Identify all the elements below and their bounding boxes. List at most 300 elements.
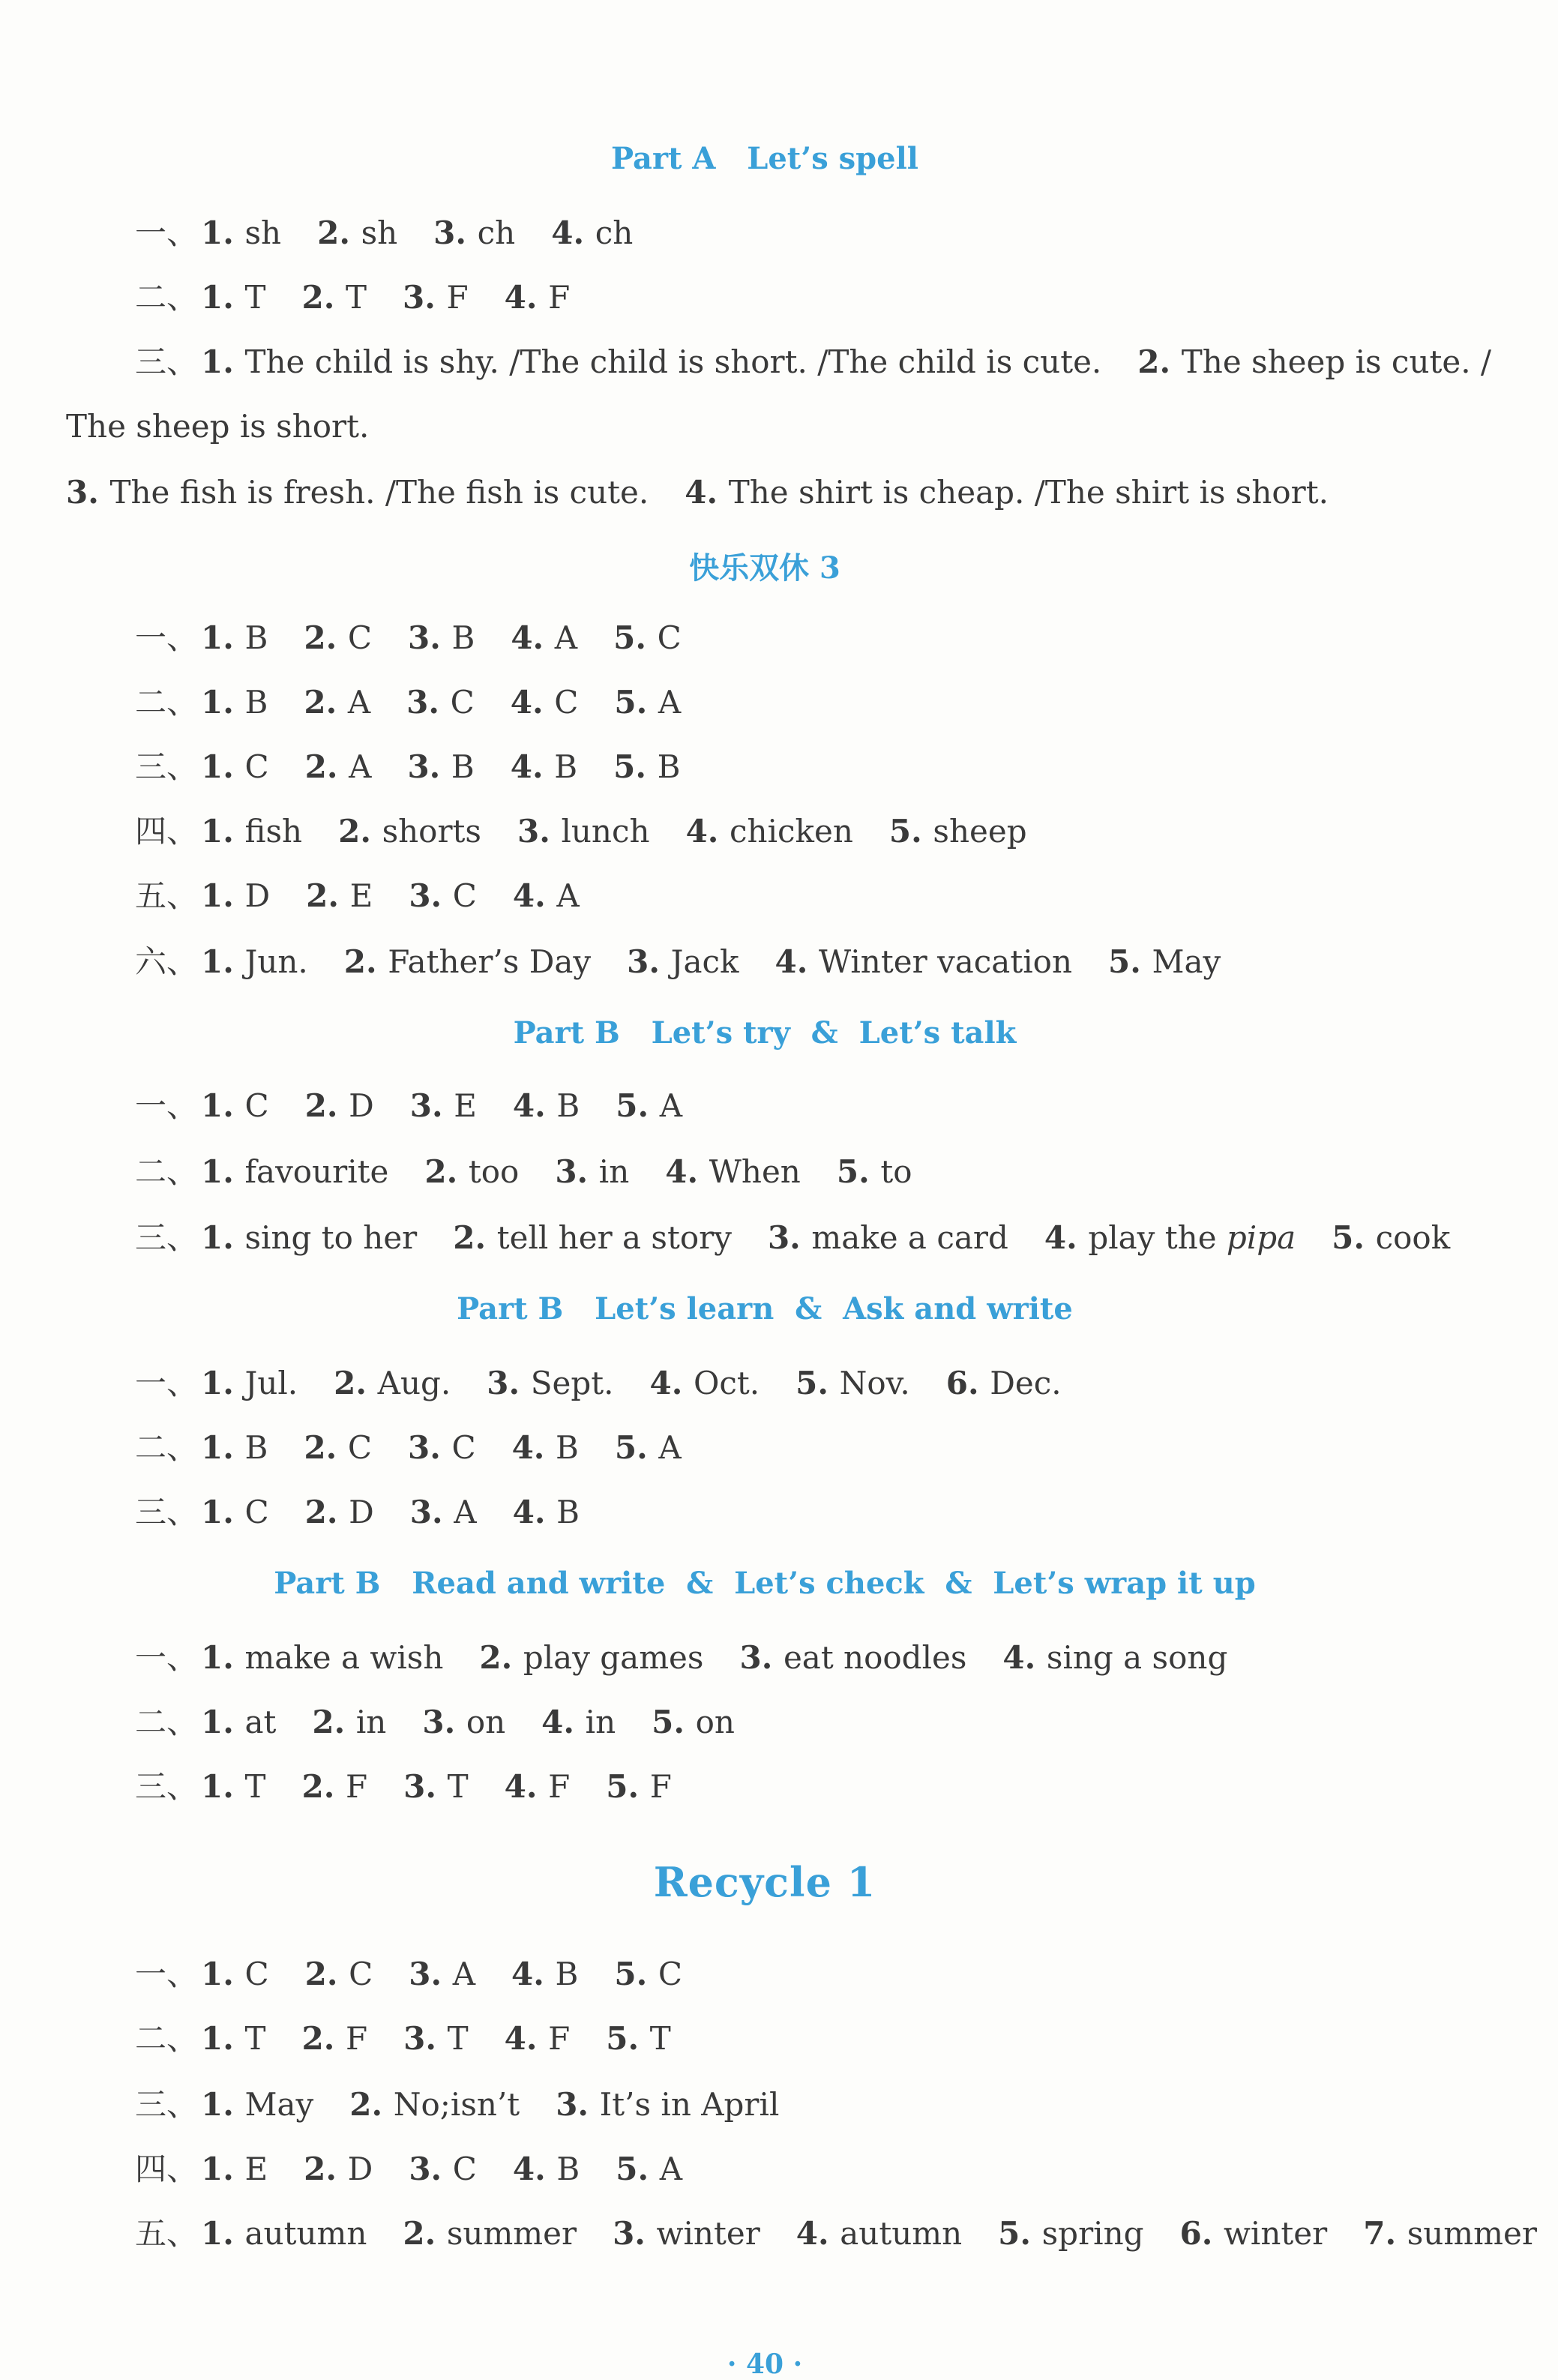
item-number: 2. bbox=[304, 1494, 349, 1530]
question-number: 四、 bbox=[135, 813, 199, 850]
item-number: 2. bbox=[304, 1087, 349, 1124]
answer-item bbox=[304, 684, 370, 721]
item-number: 5. bbox=[613, 748, 658, 785]
item-number: 4. bbox=[512, 2151, 557, 2187]
question-number: 五、 bbox=[135, 877, 199, 914]
answer-text: Aug. bbox=[377, 1365, 451, 1401]
section-heading-part-b-read-and-write: Part B Read and write & Let’s check & Let’s wrap it up bbox=[274, 1566, 1256, 1601]
answer-text: T bbox=[345, 279, 367, 316]
section-heading-happy-weekend-3: 快乐双休 3 bbox=[689, 550, 840, 586]
answer-item bbox=[408, 619, 475, 656]
answer-text: B bbox=[244, 1429, 268, 1466]
answer-text: T bbox=[244, 1768, 266, 1805]
answer-text: E bbox=[454, 1087, 477, 1124]
item-number: 3. bbox=[409, 1087, 454, 1124]
answer-text: C bbox=[244, 1087, 269, 1124]
answer-item bbox=[201, 1956, 269, 1992]
answer-item bbox=[1108, 943, 1221, 980]
answer-item bbox=[302, 2020, 368, 2057]
item-number: 3. bbox=[739, 1639, 783, 1676]
answer-item bbox=[686, 813, 853, 850]
item-number: 2. bbox=[304, 1956, 349, 1992]
answer-item bbox=[201, 1768, 265, 1805]
answer-item bbox=[305, 1494, 374, 1530]
answer-text: A bbox=[554, 619, 578, 656]
question-number: 二、 bbox=[135, 1704, 199, 1740]
answer-text: C bbox=[451, 1429, 476, 1466]
answer-text: D bbox=[347, 2151, 373, 2187]
answer-item bbox=[775, 943, 1072, 980]
item-number: 4. bbox=[685, 474, 729, 511]
answer-line bbox=[66, 408, 370, 445]
answer-text: May bbox=[1152, 943, 1221, 980]
answer-line bbox=[135, 1429, 682, 1466]
answer-item bbox=[479, 1639, 703, 1676]
question-number: 四、 bbox=[135, 2151, 199, 2187]
question-number: 二、 bbox=[135, 2020, 199, 2057]
item-number: 4. bbox=[510, 684, 555, 721]
answer-item bbox=[613, 748, 680, 785]
item-number: 6. bbox=[1179, 2215, 1224, 2252]
answer-item bbox=[344, 943, 591, 980]
item-number: 2. bbox=[317, 214, 361, 251]
answer-item bbox=[513, 1494, 580, 1530]
answer-text: A bbox=[454, 1494, 477, 1530]
answer-item bbox=[338, 813, 481, 850]
item-number: 2. bbox=[349, 2086, 394, 2123]
answer-text: make a wish bbox=[244, 1639, 444, 1676]
answer-line bbox=[135, 1219, 1451, 1256]
answer-item bbox=[201, 1219, 417, 1256]
answer-item bbox=[1180, 2215, 1328, 2252]
answer-text: C bbox=[347, 619, 372, 656]
item-number: 4. bbox=[551, 214, 595, 251]
answer-text: B bbox=[556, 2151, 580, 2187]
item-number: 3. bbox=[422, 1704, 466, 1740]
answer-text: B bbox=[244, 619, 268, 656]
answer-text: F bbox=[548, 1768, 571, 1805]
answer-item bbox=[403, 1768, 468, 1805]
answer-line bbox=[135, 1494, 580, 1530]
answer-item bbox=[768, 1219, 1008, 1256]
answer-item bbox=[305, 1087, 374, 1124]
answer-item bbox=[1332, 1219, 1450, 1256]
item-number: 2. bbox=[453, 1219, 497, 1256]
answer-item bbox=[511, 684, 579, 721]
answer-item bbox=[946, 1365, 1062, 1401]
answer-item bbox=[403, 2215, 577, 2252]
answer-text: T bbox=[244, 279, 266, 316]
answer-item bbox=[613, 2215, 760, 2252]
answer-text: C bbox=[347, 1429, 372, 1466]
answer-item bbox=[201, 1365, 298, 1401]
answer-text: winter bbox=[656, 2215, 760, 2252]
item-number: 5. bbox=[795, 1365, 840, 1401]
answer-item bbox=[403, 2020, 468, 2057]
answer-line bbox=[135, 877, 580, 914]
answer-text: D bbox=[349, 1087, 374, 1124]
item-number: 5. bbox=[614, 1429, 659, 1466]
answer-text: T bbox=[447, 1768, 469, 1805]
item-number: 4. bbox=[510, 748, 555, 785]
answer-item bbox=[551, 214, 633, 251]
answer-text: tell her a story bbox=[496, 1219, 732, 1256]
item-number: 3. bbox=[409, 1956, 453, 1992]
answer-line bbox=[135, 813, 1027, 850]
question-number: 二、 bbox=[135, 684, 199, 721]
item-number: 2. bbox=[304, 2151, 348, 2187]
answer-text: make a card bbox=[811, 1219, 1008, 1256]
item-number: 4. bbox=[511, 1429, 556, 1466]
answer-text: A bbox=[349, 748, 372, 785]
answer-text: C bbox=[658, 1956, 682, 1992]
page-number: · 40 · bbox=[727, 2349, 803, 2380]
answer-line bbox=[135, 1639, 1228, 1676]
answer-text: on bbox=[695, 1704, 735, 1740]
section-heading-part-a-lets-spell: Part A Let’s spell bbox=[611, 141, 918, 176]
answer-item bbox=[615, 1429, 682, 1466]
answer-text: C bbox=[244, 1494, 269, 1530]
item-number: 2. bbox=[304, 684, 348, 721]
answer-text: The fish is fresh. /The fish is cute. bbox=[109, 474, 649, 511]
answer-item bbox=[889, 813, 1027, 850]
item-number: 1. bbox=[201, 1087, 245, 1124]
answer-text: Sept. bbox=[530, 1365, 614, 1401]
answer-text: spring bbox=[1041, 2215, 1144, 2252]
answer-text: No;isn’t bbox=[393, 2086, 520, 2123]
answer-text: C bbox=[554, 684, 579, 721]
item-number: 5. bbox=[998, 2215, 1042, 2252]
item-number: 2. bbox=[479, 1639, 523, 1676]
answer-item bbox=[201, 1494, 269, 1530]
answer-text: B bbox=[556, 1087, 580, 1124]
item-number: 1. bbox=[201, 1639, 245, 1676]
answer-line bbox=[135, 748, 681, 785]
item-number: 7. bbox=[1363, 2215, 1407, 2252]
answer-item bbox=[606, 2020, 670, 2057]
answer-item bbox=[409, 2151, 477, 2187]
answer-item bbox=[66, 474, 649, 511]
answer-item bbox=[201, 813, 302, 850]
answer-item bbox=[616, 2151, 682, 2187]
question-number: 三、 bbox=[135, 1494, 199, 1530]
item-number: 2. bbox=[334, 1365, 378, 1401]
answer-item bbox=[513, 1087, 580, 1124]
question-number: 二、 bbox=[135, 1153, 199, 1190]
item-number: 4. bbox=[1044, 1219, 1089, 1256]
answer-line bbox=[135, 943, 1221, 980]
question-number: 五、 bbox=[135, 2215, 199, 2252]
answer-text: A bbox=[658, 1429, 682, 1466]
answer-text: The shirt is cheap. /The shirt is short. bbox=[728, 474, 1329, 511]
answer-text: sheep bbox=[933, 813, 1027, 850]
question-number: 一、 bbox=[135, 1365, 199, 1401]
answer-item bbox=[201, 2151, 268, 2187]
answer-item bbox=[410, 1494, 477, 1530]
answer-text: D bbox=[349, 1494, 374, 1530]
answer-text: winter bbox=[1223, 2215, 1328, 2252]
answer-item bbox=[424, 1153, 519, 1190]
answer-item bbox=[795, 1365, 910, 1401]
item-number: 2. bbox=[301, 279, 346, 316]
item-number: 3. bbox=[556, 2086, 600, 2123]
answer-text: C bbox=[657, 619, 682, 656]
question-number: 一、 bbox=[135, 1087, 199, 1124]
item-number: 4. bbox=[504, 279, 549, 316]
item-number: 5. bbox=[888, 813, 933, 850]
answer-item bbox=[453, 1219, 732, 1256]
item-number: 1. bbox=[201, 2151, 245, 2187]
answer-item bbox=[649, 1365, 760, 1401]
answer-item bbox=[66, 408, 369, 445]
answer-line bbox=[135, 2151, 683, 2187]
answer-item bbox=[606, 1768, 672, 1805]
answer-text: cook bbox=[1375, 1219, 1451, 1256]
answer-item bbox=[201, 2215, 367, 2252]
answer-text: ch bbox=[477, 214, 516, 251]
answer-item bbox=[517, 813, 650, 850]
answer-text: F bbox=[345, 2020, 368, 2057]
answer-text: B bbox=[555, 1956, 579, 1992]
answer-text: chicken bbox=[730, 813, 853, 850]
answer-text: A bbox=[659, 1087, 683, 1124]
answer-item bbox=[201, 2086, 313, 2123]
question-number: 一、 bbox=[135, 214, 199, 251]
answer-line bbox=[135, 2086, 780, 2123]
answer-text: sh bbox=[361, 214, 398, 251]
answer-item bbox=[406, 684, 475, 721]
answer-line bbox=[135, 1365, 1062, 1401]
answer-item bbox=[512, 1429, 579, 1466]
item-number: 1. bbox=[201, 214, 245, 251]
item-number: 1. bbox=[201, 619, 245, 656]
item-number: 1. bbox=[201, 877, 245, 914]
answer-text: B bbox=[556, 1494, 580, 1530]
question-number: 一、 bbox=[135, 1956, 199, 1992]
answer-text: E bbox=[349, 877, 373, 914]
answer-text: summer bbox=[446, 2215, 577, 2252]
answer-item bbox=[201, 684, 268, 721]
item-number: 3. bbox=[409, 1494, 454, 1530]
item-number: 4. bbox=[504, 2020, 549, 2057]
answer-item bbox=[304, 2151, 373, 2187]
question-number: 六、 bbox=[135, 943, 199, 980]
item-number: 2. bbox=[338, 813, 382, 850]
answer-item bbox=[410, 1087, 477, 1124]
answer-text: B bbox=[556, 1429, 579, 1466]
answer-item bbox=[541, 1704, 616, 1740]
answer-item bbox=[796, 2215, 962, 2252]
item-number: 3. bbox=[403, 2020, 448, 2057]
answer-line bbox=[135, 619, 682, 656]
answer-text: B bbox=[451, 748, 475, 785]
item-number: 2. bbox=[343, 943, 388, 980]
answer-text: ch bbox=[595, 214, 634, 251]
item-number: 2. bbox=[304, 619, 348, 656]
answer-line bbox=[135, 1087, 683, 1124]
item-number: 5. bbox=[614, 684, 658, 721]
answer-text: to bbox=[880, 1153, 912, 1190]
item-number: 5. bbox=[606, 1768, 650, 1805]
answer-item bbox=[201, 1153, 388, 1190]
answer-item bbox=[409, 1956, 475, 1992]
answer-item bbox=[201, 279, 265, 316]
answer-text: B bbox=[244, 684, 268, 721]
answer-text: F bbox=[649, 1768, 672, 1805]
answer-text: Father’s Day bbox=[388, 943, 592, 980]
answer-item bbox=[201, 1087, 269, 1124]
answer-text: F bbox=[345, 1768, 368, 1805]
section-heading-part-b-lets-try-talk: Part B Let’s try & Let’s talk bbox=[513, 1015, 1017, 1051]
answer-item bbox=[837, 1153, 912, 1190]
answer-text: C bbox=[244, 1956, 269, 1992]
item-number: 4. bbox=[512, 877, 557, 914]
answer-text: Nov. bbox=[839, 1365, 910, 1401]
item-number: 1. bbox=[201, 2020, 245, 2057]
answer-item bbox=[511, 748, 577, 785]
answer-text: sh bbox=[244, 214, 282, 251]
answer-item bbox=[614, 684, 681, 721]
answer-item bbox=[685, 474, 1329, 511]
item-number: 1. bbox=[201, 343, 245, 380]
answer-item bbox=[403, 279, 469, 316]
item-number: 3. bbox=[487, 1365, 531, 1401]
answer-text: C bbox=[452, 877, 477, 914]
question-number: 一、 bbox=[135, 1639, 199, 1676]
answer-item bbox=[304, 1429, 372, 1466]
answer-text: Dec. bbox=[990, 1365, 1062, 1401]
answer-item bbox=[201, 1704, 276, 1740]
answer-text: Winter vacation bbox=[818, 943, 1072, 980]
answer-text: When bbox=[709, 1153, 801, 1190]
section-heading-part-b-lets-learn: Part B Let’s learn & Ask and write bbox=[457, 1291, 1073, 1326]
answer-item bbox=[409, 877, 477, 914]
answer-text: F bbox=[548, 2020, 571, 2057]
answer-item bbox=[505, 1768, 571, 1805]
item-number: 3. bbox=[409, 2151, 453, 2187]
item-number: 3. bbox=[407, 619, 452, 656]
item-number: 4. bbox=[511, 1956, 556, 1992]
answer-item bbox=[513, 877, 580, 914]
answer-text: in bbox=[598, 1153, 630, 1190]
item-number: 1. bbox=[201, 813, 245, 850]
answer-item bbox=[505, 2020, 571, 2057]
answer-text: autumn bbox=[840, 2215, 963, 2252]
item-number: 1. bbox=[201, 2086, 245, 2123]
answer-item bbox=[201, 214, 281, 251]
answer-text: fish bbox=[244, 813, 303, 850]
item-number: 4. bbox=[665, 1153, 709, 1190]
answer-item bbox=[407, 748, 474, 785]
answer-text: on bbox=[466, 1704, 506, 1740]
answer-text: T bbox=[244, 2020, 266, 2057]
answer-text: play the pipa bbox=[1088, 1219, 1296, 1256]
item-number: 1. bbox=[201, 1365, 245, 1401]
answer-text: sing a song bbox=[1046, 1639, 1228, 1676]
question-number: 二、 bbox=[135, 1429, 199, 1466]
answer-line bbox=[135, 279, 571, 316]
item-number: 4. bbox=[685, 813, 730, 850]
answer-line bbox=[135, 2020, 671, 2057]
item-number: 1. bbox=[201, 1494, 245, 1530]
answer-text: C bbox=[244, 748, 269, 785]
answer-text: in bbox=[585, 1704, 616, 1740]
answer-item bbox=[616, 1087, 682, 1124]
answer-text: F bbox=[548, 279, 571, 316]
item-number: 5. bbox=[606, 2020, 650, 2057]
answer-item bbox=[334, 1365, 451, 1401]
item-number: 4. bbox=[511, 619, 555, 656]
answer-item bbox=[627, 943, 739, 980]
answer-text: B bbox=[451, 619, 475, 656]
item-number: 3. bbox=[402, 279, 447, 316]
answer-text: The sheep is cute. / bbox=[1181, 343, 1492, 380]
item-number: 5. bbox=[616, 2151, 660, 2187]
item-number: 4. bbox=[541, 1704, 586, 1740]
item-number: 2. bbox=[304, 748, 349, 785]
item-number: 3. bbox=[406, 684, 451, 721]
answer-item bbox=[201, 619, 268, 656]
answer-text: E bbox=[244, 2151, 268, 2187]
answer-line bbox=[135, 1704, 735, 1740]
answer-text: It’s in April bbox=[599, 2086, 780, 2123]
answer-text: C bbox=[452, 2151, 477, 2187]
answer-item bbox=[511, 1956, 578, 1992]
answer-item bbox=[1137, 343, 1491, 380]
answer-item bbox=[312, 1704, 386, 1740]
answer-text: at bbox=[244, 1704, 277, 1740]
answer-text: in bbox=[355, 1704, 387, 1740]
item-number: 2. bbox=[424, 1153, 469, 1190]
item-number: 2. bbox=[301, 1768, 346, 1805]
answer-item bbox=[739, 1639, 966, 1676]
question-number: 三、 bbox=[135, 2086, 199, 2123]
item-number: 2. bbox=[403, 2215, 447, 2252]
answer-item bbox=[487, 1365, 613, 1401]
answer-text: A bbox=[659, 2151, 683, 2187]
question-number: 一、 bbox=[135, 619, 199, 656]
answer-item bbox=[422, 1704, 505, 1740]
answer-text: May bbox=[244, 2086, 314, 2123]
answer-item bbox=[349, 2086, 520, 2123]
item-number: 4. bbox=[512, 1494, 557, 1530]
answer-item bbox=[998, 2215, 1143, 2252]
answer-item bbox=[408, 1429, 476, 1466]
answer-item bbox=[317, 214, 397, 251]
question-number: 三、 bbox=[135, 343, 199, 380]
item-number: 1. bbox=[201, 1956, 245, 1992]
answer-item bbox=[304, 619, 372, 656]
item-number: 3. bbox=[403, 1768, 448, 1805]
item-number: 3. bbox=[407, 1429, 452, 1466]
answer-item bbox=[201, 748, 269, 785]
section-heading-recycle-1: Recycle 1 bbox=[653, 1858, 876, 1906]
item-number: 3. bbox=[409, 877, 453, 914]
answer-text: Jul. bbox=[244, 1365, 298, 1401]
answer-line bbox=[66, 474, 1329, 511]
answer-item bbox=[201, 1639, 443, 1676]
item-number: 5. bbox=[1332, 1219, 1376, 1256]
item-number: 3. bbox=[613, 2215, 657, 2252]
answer-item bbox=[201, 2020, 265, 2057]
item-number: 6. bbox=[945, 1365, 990, 1401]
answer-item bbox=[201, 877, 270, 914]
item-number: 5. bbox=[613, 619, 658, 656]
answer-text: play games bbox=[523, 1639, 704, 1676]
item-number: 1. bbox=[201, 1704, 245, 1740]
item-number: 4. bbox=[512, 1087, 557, 1124]
answer-text: The child is shy. /The child is short. /The child is cute. bbox=[244, 343, 1102, 380]
